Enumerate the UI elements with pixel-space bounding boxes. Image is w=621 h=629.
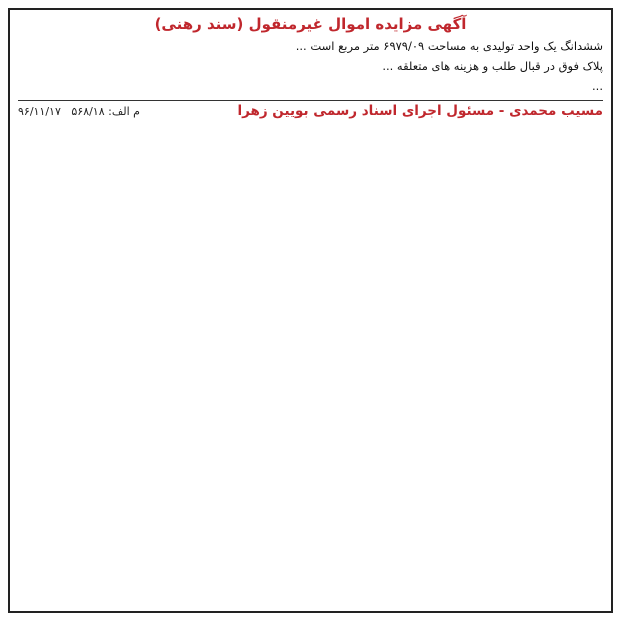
- legal-notice: [8, 8, 613, 613]
- divider: [18, 100, 603, 101]
- signature-line: مسیب محمدی - مسئول اجرای اسناد رسمی بویین زهرا: [237, 103, 603, 119]
- reference-number: ۵۶۸/۱۸: [71, 105, 105, 118]
- notice-paragraph-1: ششدانگ یک واحد تولیدی به مساحت ۶۹۷۹/۰۹ متر مربع است ...: [295, 39, 603, 53]
- notice-date: ۹۶/۱۱/۱۷: [18, 105, 61, 118]
- notice-footer: [18, 104, 603, 119]
- reference-label: م الف:: [108, 105, 140, 118]
- notice-paragraph-3: ...: [592, 79, 603, 93]
- notice-title: آگهی مزایده اموال غیرمنقول (سند رهنی): [154, 15, 467, 33]
- notice-paragraph-2: پلاک فوق در قبال طلب و هزینه های متعلقه ...: [382, 59, 603, 73]
- notice-body: [18, 38, 603, 94]
- reference-info: [18, 104, 140, 119]
